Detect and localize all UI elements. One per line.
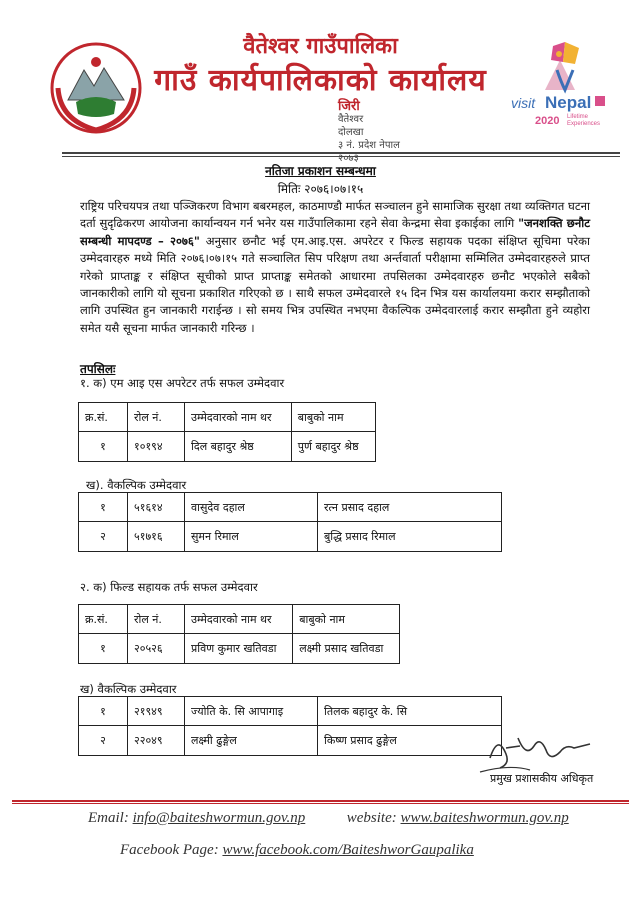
table-row — [79, 726, 502, 756]
table-row — [79, 697, 502, 726]
table-cell: लक्ष्मी प्रसाद खतिवडा — [293, 634, 400, 664]
table-cell: १ — [79, 634, 128, 664]
table-row — [79, 634, 400, 664]
stamp-line: जिरी — [338, 99, 360, 114]
table-cell: सुमन रिमाल — [185, 522, 318, 552]
footer-divider — [12, 803, 629, 804]
table-cell: तिलक बहादुर के. सि — [318, 697, 502, 726]
svg-text:Lifetime: Lifetime — [567, 114, 589, 120]
svg-text:Nepal: Nepal — [545, 93, 592, 112]
stamp-line: ३ नं. प्रदेश नेपाल — [338, 140, 400, 151]
table-cell: ५१६१४ — [128, 493, 185, 522]
table-cell: रत्न प्रसाद दहाल — [318, 493, 502, 522]
table-cell: वासुदेव दहाल — [185, 493, 318, 522]
table-cell: लक्ष्मी ढुङ्गेल — [185, 726, 318, 756]
header-cell: बाबुको नाम — [293, 605, 400, 634]
stamp-line: वैतेश्वर — [338, 114, 364, 125]
facebook-row — [120, 842, 474, 859]
section2-alt-table — [78, 696, 502, 756]
website-link[interactable]: www.baiteshwormun.gov.np — [400, 810, 569, 826]
body-text: अनुसार छनौट भई एम.आइ.एस. अपरेटर र फिल्ड सहायक पदका संक्षिप्त सूचिमा परेका उम्मेदवारहरु मध्ये मिति २०७६।०७।१५ गते सञ्चालित सिप परिक्षण तथा अर्न्तवार्ता परीक्षामा सम्मिलित उम्मेदवारहरुले प्राप्त गरेको प्राप्ताङ्क र संक्षिप्त सूचीको प्राप्त प्राप्ताङ्क समेतको आधारमा तपसिलका उम्मेदवारहरु छनौट भएकोले सबैको जानकारीको लागि यो सूचना प्रकाशित गरिएको छ । साथै सफल उम्मेदवारले १५ दिन भित्र यस कार्यालयमा करार सम्झौताको लागि उपस्थित हुन जानकारी गराईन्छ । सो समय भित्र उपस्थित नभएमा वैकल्पिक उम्मेदवारलाई करार सम्झौता हुने व्यहोरा समेत यसै सूचना मार्फत जानकारी गरिन्छ । — [80, 233, 590, 335]
table-cell: २ — [79, 726, 128, 756]
signatory-title: प्रमुख प्रशासकीय अधिकृत — [490, 772, 594, 785]
table-cell: १ — [79, 493, 128, 522]
table-header-row — [79, 403, 376, 432]
header-cell: क्र.सं. — [79, 403, 128, 432]
table-cell: २२०४९ — [128, 726, 185, 756]
footer-divider — [12, 800, 629, 802]
municipality-name: वैतेश्वर गाउँपालिका — [243, 34, 398, 59]
notice-date: मितिः २०७६।०७।१५ — [277, 182, 364, 196]
table-row — [79, 432, 376, 462]
notice-subject: नतिजा प्रकाशन सम्बन्धमा — [265, 164, 376, 178]
table-cell: ५१७१६ — [128, 522, 185, 552]
table-cell: किष्ण प्रसाद ढुङ्गेल — [318, 726, 502, 756]
website-label: website: — [346, 810, 397, 826]
table-row — [79, 493, 502, 522]
svg-text:Experiences: Experiences — [567, 121, 601, 127]
table-cell: २१९४९ — [128, 697, 185, 726]
section2-table — [78, 604, 400, 664]
svg-text:2020: 2020 — [535, 115, 560, 127]
header-cell: बाबुको नाम — [291, 403, 375, 432]
table-cell: १ — [79, 697, 128, 726]
table-cell: पुर्ण बहादुर श्रेष्ठ — [291, 432, 375, 462]
section2-title: २. क) फिल्ड सहायक तर्फ सफल उम्मेदवार — [80, 580, 258, 594]
section2-alt-title: ख) वैकल्पिक उम्मेदवार — [80, 682, 177, 696]
email-link[interactable]: info@baiteshwormun.gov.np — [132, 810, 306, 826]
table-cell: १ — [79, 432, 128, 462]
stamp-line: दोलखा — [338, 127, 364, 138]
table-cell: प्रविण कुमार खतिवडा — [185, 634, 293, 664]
facebook-link[interactable]: www.facebook.com/BaiteshworGaupalika — [222, 842, 474, 858]
header-divider — [62, 156, 620, 157]
header-cell: रोल नं. — [128, 403, 185, 432]
tapasil-heading: तपसिलः — [80, 362, 116, 376]
body-text: राष्ट्रिय परिचयपत्र तथा पञ्जिकरण विभाग बबरमहल, काठमाण्डौ मार्फत सञ्चालन हुने सामाजिक सुरक्षा तथा व्यक्तिगत घटना दर्ता सुदृढिकरण आयोजना कार्यान्वयन गर्न भनेर यस गाउँपालिकामा रहने सेवा केन्द्रमा सेवा इकाईका लागि — [80, 199, 590, 231]
table-cell: दिल बहादुर श्रेष्ठ — [185, 432, 292, 462]
table-cell: ज्योति के. सि आपागाइ — [185, 697, 318, 726]
header-cell: रोल नं. — [128, 605, 185, 634]
header-divider — [62, 152, 620, 154]
section1-table — [78, 402, 376, 462]
table-cell: २०५२६ — [128, 634, 185, 664]
facebook-label: Facebook Page: — [120, 842, 219, 858]
table-cell: बुद्धि प्रसाद रिमाल — [318, 522, 502, 552]
notice-body — [80, 198, 590, 337]
section1-title: १. क) एम आइ एस अपरेटर तर्फ सफल उम्मेदवार — [80, 376, 285, 390]
body-bold-text: "जनशक्ति छनौट सम्बन्धी मापदण्ड – २०७६" — [80, 216, 590, 248]
section1-alt-table — [78, 492, 502, 552]
stamp-line: २०७३ — [338, 153, 359, 164]
email-label: Email: — [88, 810, 129, 826]
svg-text:visit: visit — [511, 95, 536, 111]
table-row — [79, 522, 502, 552]
header-cell: उम्मेदवारको नाम थर — [185, 605, 293, 634]
contact-row — [88, 810, 569, 827]
office-title: गाउँ कार्यपालिकाको कार्यालय — [154, 63, 487, 98]
table-cell: १०१९४ — [128, 432, 185, 462]
header-cell: उम्मेदवारको नाम थर — [185, 403, 292, 432]
header-cell: क्र.सं. — [79, 605, 128, 634]
section1-alt-title: ख). वैकल्पिक उम्मेदवार — [86, 478, 187, 492]
table-cell: २ — [79, 522, 128, 552]
table-header-row — [79, 605, 400, 634]
